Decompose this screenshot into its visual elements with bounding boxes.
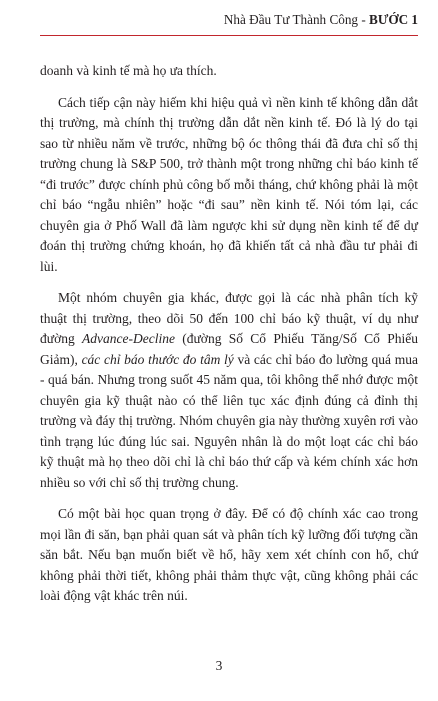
paragraph-4: Có một bài học quan trọng ở đây. Để có độ chính xác cao trong mọi lần đi săn, bạn phải quan sát và phân tích kỹ lưỡng đối tượng cần săn bắt. Nếu bạn muốn biết về hổ, hãy xem xét chính con hổ, chứ không phải thời tiết, không phải thảm thực vật, cũng không phải các loài động vật khác trên núi. [40,506,418,603]
chapter-step: BƯỚC 1 [369,12,418,27]
header-separator: - [358,12,370,27]
book-title: Nhà Đầu Tư Thành Công [223,12,359,27]
running-header [224,12,418,28]
paragraph-3-part-2: (đường Số Cổ Phiếu Tăng/Số Cổ Phiếu Giảm), [40,331,418,367]
italic-term-advance-decline: Advance-Decline [82,331,175,346]
paragraph-2: Cách tiếp cận này hiếm khi hiệu quả vì nền kinh tế không dẫn dắt thị trường, mà chính thị trường dẫn dắt nền kinh tế. Đó là lý do tại sao từ nhiều năm về trước, những bộ óc thông thái đã đưa chỉ số thị trường chung là S&P 500, trở thành một trong những chỉ báo kinh tế “đi trước” được chính phủ công bố mỗi tháng, chứ không phải là một chỉ báo “ngẫu nhiên” hoặc “đi sau” nền kinh tế. Nói tóm lại, các chuyên gia ở Phố Wall đã làm ngược khi sử dụng nền kinh tế để dự đoán thị trường chứng khoán, họ đã khiến tất cả nhà đầu tư phải đi lùi. [40,94,418,274]
page-number: 3 [215,658,223,673]
header-rule [40,35,418,36]
paragraph-3-part-3: và các chỉ báo đo lường quá mua - quá bán. Nhưng trong suốt 45 năm qua, tôi không thể nhớ được một chuyên gia kỹ thuật nào có thể liên tục xác định đúng cả đỉnh thị trường và đáy thị trường. Nhóm chuyên gia này thường xuyên rơi vào tình trạng lúc đúng lúc sai. Nguyên nhân là do một loạt các chỉ báo kỹ thuật mà họ theo dõi chỉ là chỉ báo thứ cấp và kém chính xác hơn nhiều so với chỉ số thị trường chung. [40,351,418,490]
body-text [40,61,418,618]
paragraph-1: doanh và kinh tế mà họ ưa thích. [40,63,217,78]
paragraph-3 [40,288,418,493]
italic-term-sentiment: các chỉ báo thước đo tâm lý [81,351,234,367]
paragraph-3-part-1: Một nhóm chuyên gia khác, được gọi là các nhà phân tích kỹ thuật thị trường, theo dõi 50 đến 100 chỉ báo kỹ thuật, ví dụ như đường [40,290,418,346]
